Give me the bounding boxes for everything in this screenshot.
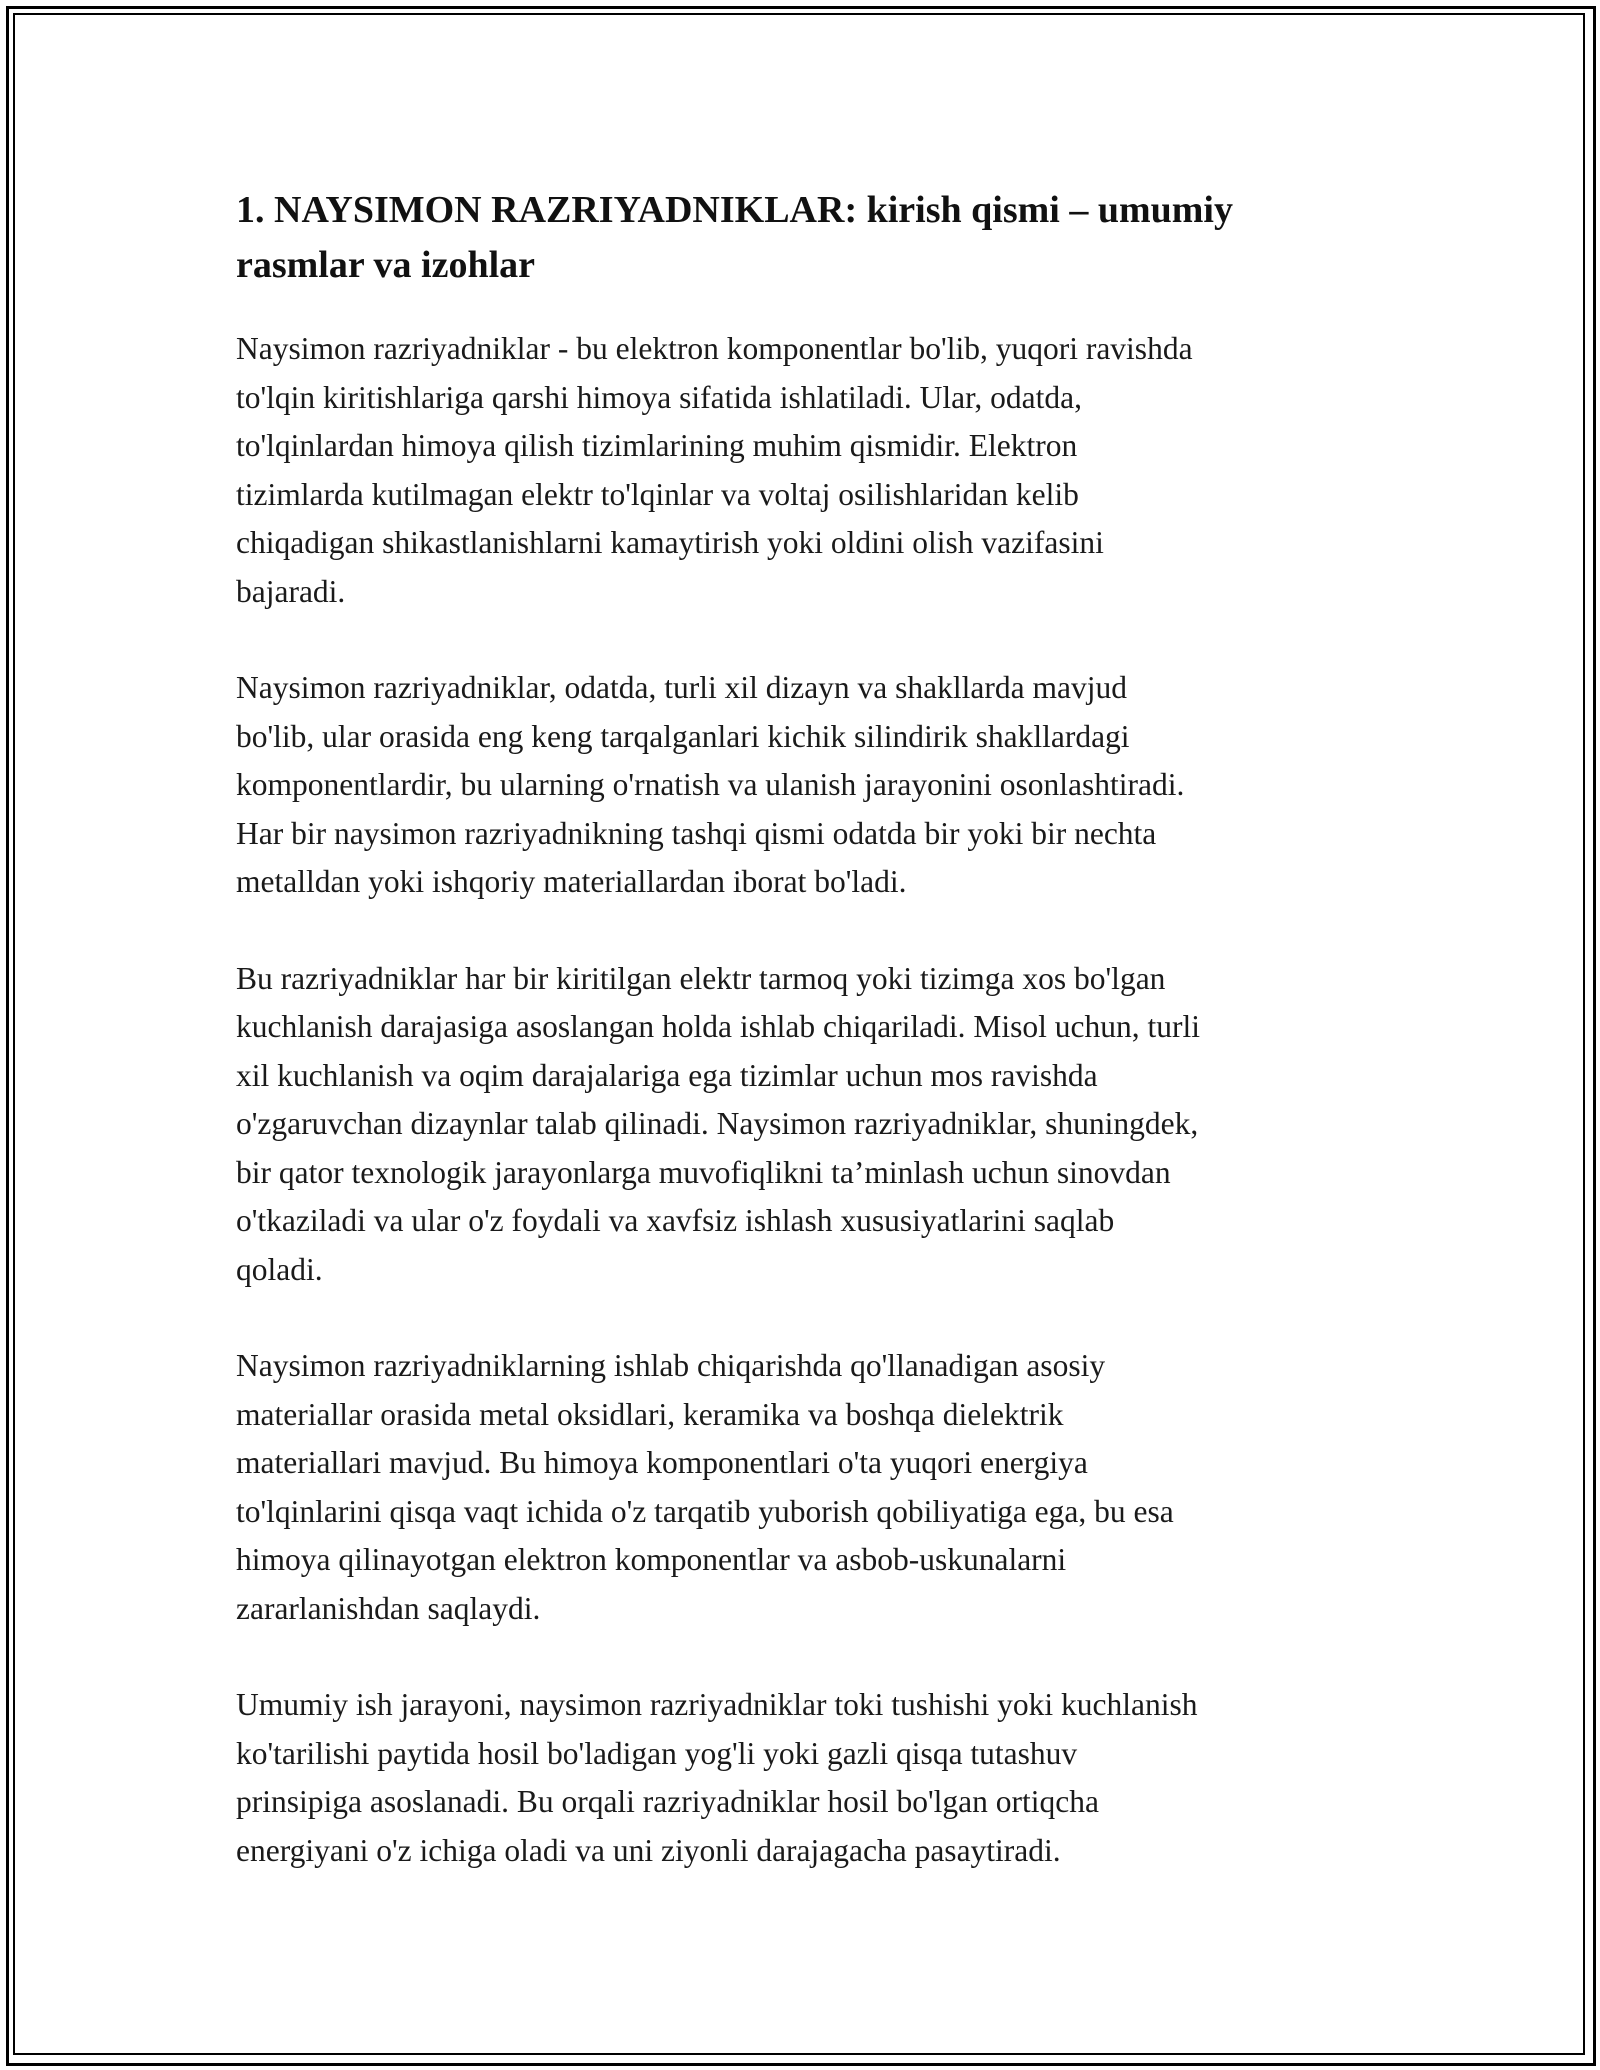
paragraph-3 bbox=[236, 955, 1366, 1295]
text-line: metalldan yoki ishqoriy materiallardan iborat bo'ladi. bbox=[236, 864, 907, 899]
text-line: Umumiy ish jarayoni, naysimon razriyadniklar toki tushishi yoki kuchlanish bbox=[236, 1687, 1198, 1722]
text-line: qoladi. bbox=[236, 1251, 323, 1287]
text-line: energiyani o'z ichiga oladi va uni ziyonli darajagacha pasaytiradi. bbox=[236, 1832, 1061, 1868]
text-line: to'lqinlarini qisqa vaqt ichida o'z tarqatib yuborish qobiliyatiga ega, bu esa bbox=[236, 1493, 1174, 1529]
document-body bbox=[236, 183, 1366, 1923]
text-line: Har bir naysimon razriyadnikning tashqi qismi odatda bir yoki bir nechta bbox=[236, 815, 1157, 851]
text-line: materiallar orasida metal oksidlari, keramika va boshqa dielektrik bbox=[236, 1396, 1064, 1432]
text-line: ko'tarilishi paytida hosil bo'ladigan yog'li yoki gazli qisqa tutashuv bbox=[236, 1735, 1078, 1771]
heading-line: rasmlar va izohlar bbox=[236, 244, 536, 286]
text-line: komponentlardir, bu ularning o'rnatish va ulanish jarayonini osonlashtiradi. bbox=[236, 767, 1185, 802]
paragraph-5 bbox=[236, 1681, 1366, 1875]
text-line: himoya qilinayotgan elektron komponentlar va asbob-uskunalarni bbox=[236, 1542, 1067, 1577]
text-line: xil kuchlanish va oqim darajalariga ega tizimlar uchun mos ravishda bbox=[236, 1057, 1098, 1093]
section-heading bbox=[236, 183, 1366, 293]
text-line: to'lqinlardan himoya qilish tizimlarining muhim qismidir. Elektron bbox=[236, 428, 1078, 463]
text-line: bo'lib, ular orasida eng keng tarqalganlari kichik silindirik shakllardagi bbox=[236, 718, 1130, 754]
text-line: materiallari mavjud. Bu himoya komponentlari o'ta yuqori energiya bbox=[236, 1445, 1088, 1480]
paragraph-2 bbox=[236, 664, 1366, 907]
text-line: Naysimon razriyadniklar - bu elektron komponentlar bo'lib, yuqori ravishda bbox=[236, 331, 1193, 366]
text-line: kuchlanish darajasiga asoslangan holda ishlab chiqariladi. Misol uchun, turli bbox=[236, 1009, 1201, 1044]
paragraph-4 bbox=[236, 1342, 1366, 1633]
text-line: o'tkaziladi va ular o'z foydali va xavfsiz ishlash xususiyatlarini saqlab bbox=[236, 1203, 1115, 1238]
paragraph-1 bbox=[236, 325, 1366, 616]
heading-line: 1. NAYSIMON RAZRIYADNIKLAR: kirish qismi – umumiy bbox=[236, 189, 1233, 231]
text-line: bajaradi. bbox=[236, 573, 346, 609]
text-line: o'zgaruvchan dizaynlar talab qilinadi. Naysimon razriyadniklar, shuningdek, bbox=[236, 1106, 1199, 1141]
text-line: zararlanishdan saqlaydi. bbox=[236, 1590, 541, 1626]
text-line: tizimlarda kutilmagan elektr to'lqinlar va voltaj osilishlaridan kelib bbox=[236, 476, 1079, 512]
text-line: prinsipiga asoslanadi. Bu orqali razriyadniklar hosil bo'lgan ortiqcha bbox=[236, 1784, 1099, 1819]
text-line: Bu razriyadniklar har bir kiritilgan elektr tarmoq yoki tizimga xos bo'lgan bbox=[236, 960, 1166, 996]
text-line: Naysimon razriyadniklarning ishlab chiqarishda qo'llanadigan asosiy bbox=[236, 1348, 1106, 1383]
text-line: chiqadigan shikastlanishlarni kamaytirish yoki oldini olish vazifasini bbox=[236, 525, 1104, 560]
text-line: Naysimon razriyadniklar, odatda, turli xil dizayn va shakllarda mavjud bbox=[236, 670, 1127, 705]
text-line: to'lqin kiritishlariga qarshi himoya sifatida ishlatiladi. Ular, odatda, bbox=[236, 379, 1082, 415]
text-line: bir qator texnologik jarayonlarga muvofiqlikni ta’minlash uchun sinovdan bbox=[236, 1154, 1171, 1190]
